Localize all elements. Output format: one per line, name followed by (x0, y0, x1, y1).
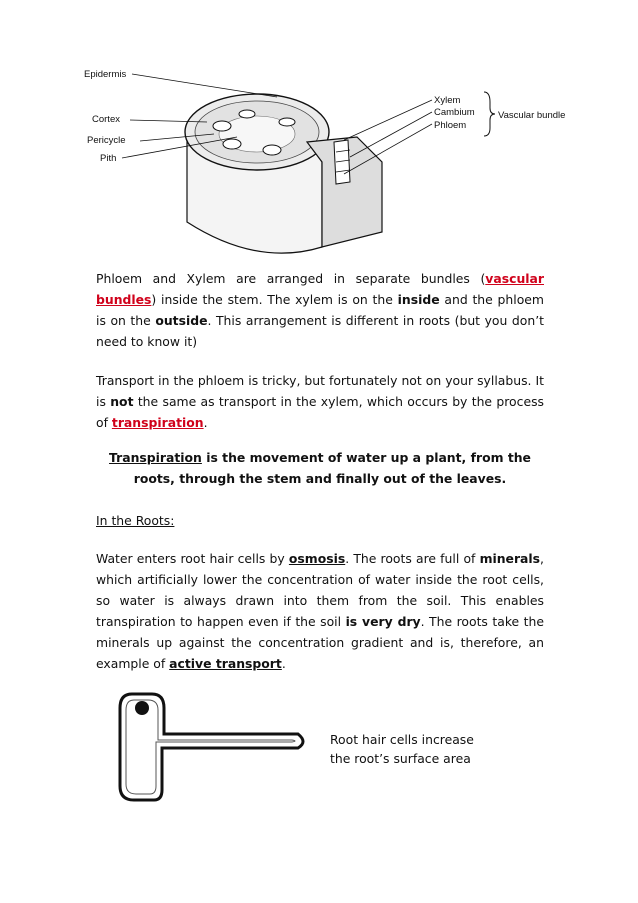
section-heading-roots: In the Roots: (96, 513, 175, 528)
term-very-dry: is very dry (345, 614, 421, 629)
vascular-bundle-3 (223, 139, 241, 149)
root-hair-caption (330, 730, 530, 768)
root-hair-cell-nucleus (135, 701, 149, 715)
caption-line-1: Root hair cells increase (330, 732, 474, 747)
vascular-bundle-5 (279, 118, 295, 126)
term-transpiration: transpiration (111, 415, 204, 430)
vascular-bundle-1 (213, 121, 231, 131)
paragraph-phloem-transport: Transport in the phloem is tricky, but fortunately not on your syllabus. It is not the same as transport in the xylem, which occurs by the process of transpiration. (96, 373, 544, 430)
paragraph-vascular-bundles: Phloem and Xylem are arranged in separate bundles (vascular bundles) inside the stem. The xylem is on the inside and the phloem is on the outside. This arrangement is different in roots (but you don’t need to know it) (96, 271, 544, 349)
transpiration-definition: Transpiration is the movement of water up a plant, from the roots, through the stem and finally out of the leaves. (109, 450, 531, 486)
root-hair-cell-diagram (112, 686, 312, 806)
vascular-bundle-2 (239, 110, 255, 118)
label-vascular-bundle: Vascular bundle (498, 110, 566, 121)
term-vascular-bundles: vascular bundles (96, 271, 544, 307)
term-not: not (110, 394, 134, 409)
label-cortex: Cortex (92, 114, 120, 125)
label-pericycle: Pericycle (87, 135, 126, 146)
caption-line-2: the root’s surface area (330, 751, 471, 766)
term-outside: outside (155, 313, 208, 328)
definition-term: Transpiration (109, 450, 202, 465)
label-phloem: Phloem (434, 120, 467, 131)
label-pith: Pith (100, 153, 117, 164)
term-minerals: minerals (479, 551, 541, 566)
vascular-bundle-4 (263, 145, 281, 155)
label-epidermis: Epidermis (84, 69, 127, 80)
paragraph-roots: Water enters root hair cells by osmosis. The roots are full of minerals, which artificially lower the concentration of water inside the root cells, so water is always drawn into them from the soil. This enables transpiration to happen even if the soil is very dry. The roots take the minerals up against the concentration gradient and is, therefore, an example of active transport. (96, 551, 544, 671)
term-osmosis: osmosis (288, 551, 346, 566)
term-inside: inside (397, 292, 440, 307)
label-cambium: Cambium (434, 107, 475, 118)
term-active-transport: active transport (169, 656, 282, 671)
stem-cross-section-diagram (82, 62, 582, 267)
label-xylem: Xylem (434, 95, 461, 106)
